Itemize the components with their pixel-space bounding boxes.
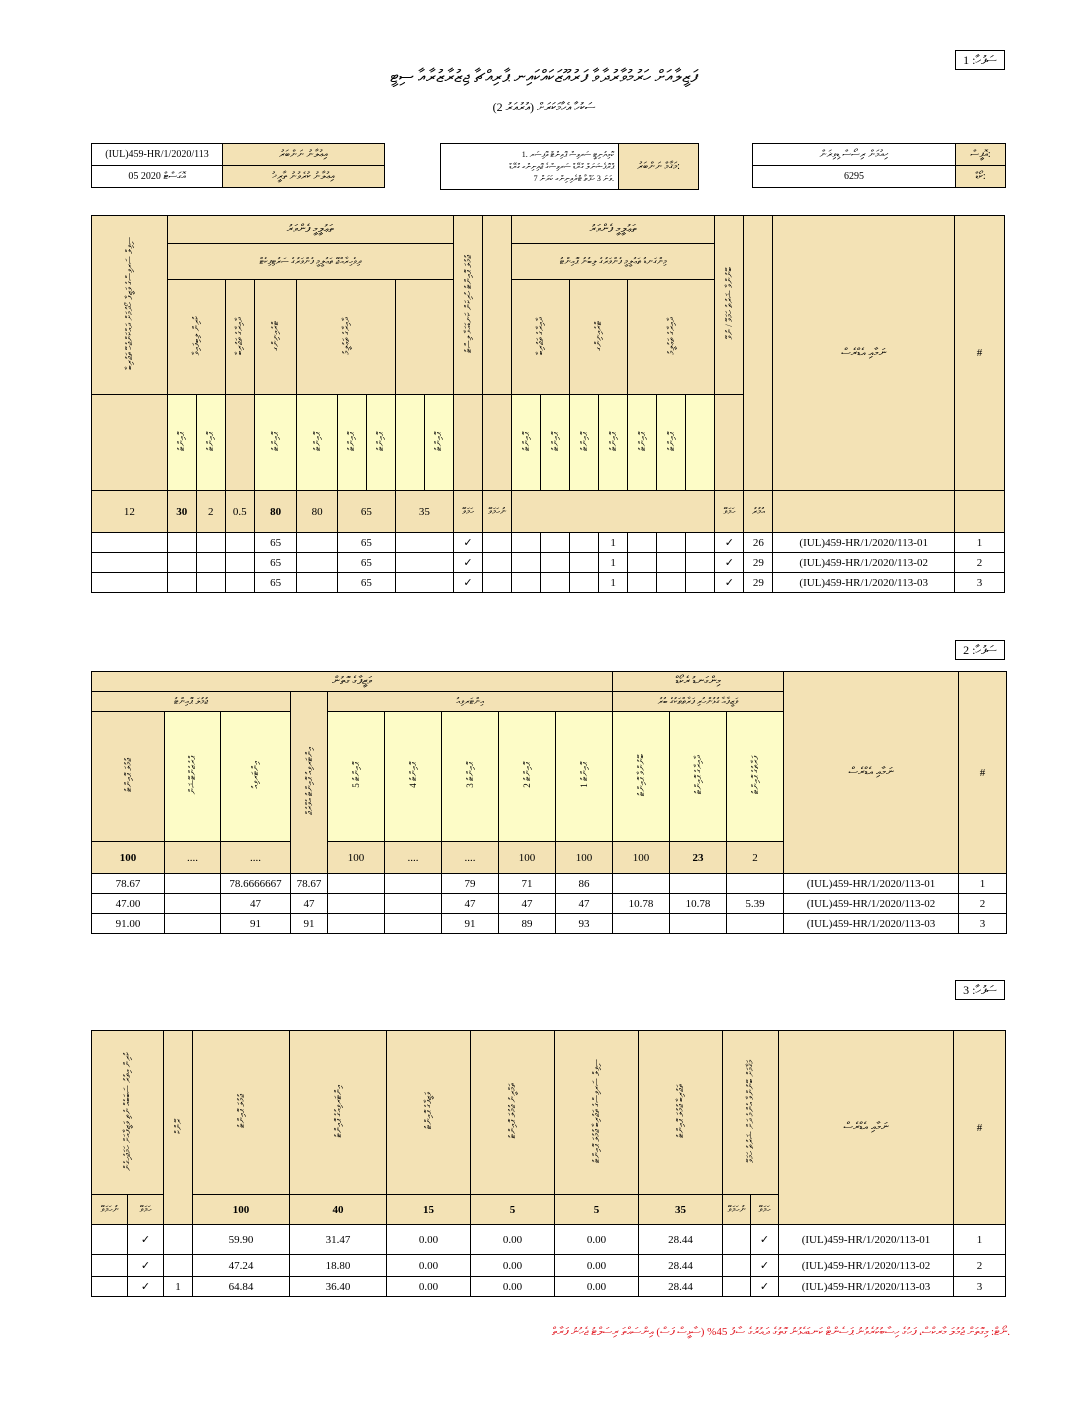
t2-col-right-2: ޖުމުލަ ޕޮއިންޓު: [92, 712, 165, 842]
t3-col-9: ކުރިން އިތުރު ސަބަބެއް ނެތި ވަޒީފާއަށް ހަމަޖެހިގެން: [92, 1031, 164, 1195]
t1-field-2: ދާއިރާގެ ތަޖުރިބާ: [225, 280, 254, 395]
t2-group-right: މިންގަނޑު ރެކޯޑް: [613, 672, 784, 692]
t1-group-a-sub: ދިވެހިރާއްޖޭ ތަޢުލީމީ ފެންވަރުގެ ސަރުޓިފިކެޓް: [167, 244, 453, 280]
ref-number: (IUL)459-HR/1/2020/113: [92, 144, 223, 166]
t1-field-4: ދާއިރާގެ ތަޢުލީމު: [297, 280, 396, 395]
t1-max-1: 30: [167, 491, 196, 533]
t1-col-exp: ސިވިލް ސަރވިސްގެ ވަޒީފާ ހޯދުމަށް ދައްކަންޖެހޭ ތަޖުރިބާ: [92, 216, 168, 395]
t3-max-0: 35: [639, 1195, 723, 1225]
table-row: ✓ 1 64.84 36.40 0.00 0.00 0.00 28.44 ✓ (IUL)459-HR/1/2020/113-03 3: [92, 1277, 1006, 1297]
t2-max-8: 100: [328, 842, 385, 874]
table-2: [91, 671, 1007, 934]
code-value: 6295: [753, 166, 956, 188]
t3-name-head: ނަމާއި އެޑްރެސް: [779, 1031, 954, 1225]
t3-no-b: ނުހަމަވޭ: [92, 1195, 128, 1225]
t1-sub-6: ޕޮއިންޓު: [337, 395, 366, 491]
t1-sub-19: [715, 395, 744, 491]
office-label: އޮފީސް:: [956, 144, 1006, 166]
t3-max-1: 5: [555, 1195, 639, 1225]
t2-group-left-sub: ވަޒީފާއާ ގުޅުންހުރި ފަރާތްތަކުގެ ބުރު: [613, 692, 784, 712]
t3-no-a: ނުހަމަވޭ: [723, 1195, 751, 1225]
t2-col-mid-3: ޕޮއިންޓު 4: [385, 712, 442, 842]
table-row: 65 65 ✓ 1 ✓ 29 (IUL)459-HR/1/2020/113-03 3: [92, 573, 1005, 593]
t3-col-2: ތަޖުރިބާ ޖުމުލަ ޕޮއިންޓު: [639, 1031, 723, 1195]
t2-col-mid-2: ޕޮއިންޓު 3: [442, 712, 499, 842]
t1-max-4: 80: [254, 491, 297, 533]
post-label: މަޤާމް ނަންބަރު:: [619, 144, 699, 190]
table-row: 47.00 47 47 47 47 47 10.78 10.78 5.39 (IUL)459-HR/1/2020/113-02 2: [92, 894, 1007, 914]
table-3: [91, 1030, 1006, 1297]
t3-max-5: 100: [193, 1195, 290, 1225]
t1-no-a: ނުހަމަވޭ: [483, 491, 512, 533]
t3-col-1: މަޤާމަށް ބޭނުންވާ އެންމެ ދަށް ޝަރުތު ހަމަވޭ: [723, 1031, 779, 1195]
ref-date: 05 އޮގަސްޓް 2020: [92, 166, 223, 188]
t1-field-5: [395, 280, 453, 395]
t3-max-2: 5: [471, 1195, 555, 1225]
t2-sub-b: ޖުމުލަ ޕޮއިންޓު: [92, 692, 291, 712]
t1-sub-7: ޕޮއިންޓު: [366, 395, 395, 491]
code-label: ކޯޑް:: [956, 166, 1006, 188]
t3-col-5: ވަޒީފާގެ ޕޮއިންޓު: [387, 1031, 471, 1195]
t1-sub-3: [225, 395, 254, 491]
t1-col-eligible: ބޭނުންވާ ޝަރުތު ހަމަވޭ / ނުވޭ: [715, 216, 744, 395]
t1-sub-2: ޕޮއިންޓު: [196, 395, 225, 491]
ref-label: އިޢުލާނު ނަންބަރު: [223, 144, 385, 166]
t1-field-7: ޓްރެއިނިންގ: [570, 280, 628, 395]
t1-sub-5: ޕޮއިންޓު: [297, 395, 337, 491]
t1-sub-1: ޕޮއިންޓު: [167, 395, 196, 491]
t1-sub-12: ޕޮއިންޓު: [512, 395, 541, 491]
t1-age-label: އުމުރު: [744, 491, 773, 533]
t3-num-head: #: [954, 1031, 1006, 1225]
t1-col-total: ޖުމުލަ ޕޮއިންޓު ހުރިކަން ކަނޑައަޅާ ލިސްޓު: [454, 216, 483, 395]
t2-max-9: ....: [221, 842, 291, 874]
t3-col-6: އިންޓަރވިއުގެ ޕޮއިންޓު: [290, 1031, 387, 1195]
t1-yes-b: ހަމަވޭ: [715, 491, 744, 533]
t2-max-10: ....: [165, 842, 221, 874]
t1-sub-11: [483, 395, 512, 491]
t2-name-head: ނަމާއި އެޑްރެސް: [784, 672, 959, 874]
t1-max-5: 80: [297, 491, 337, 533]
page-label-1: ސަފުހާ: 1: [955, 50, 1005, 70]
t1-col-total-2: [483, 216, 512, 395]
t2-col-left-0: ފަރާތުގެ ޕޮއިންޓު: [727, 712, 784, 842]
t2-num-head: #: [959, 672, 1007, 874]
t2-sub-a: އިންޓަރވިއު: [328, 692, 613, 712]
table-row: 78.67 78.6666667 78.67 79 71 86 (IUL)459-HR/1/2020/113-01 1: [92, 874, 1007, 894]
info-box-office: [752, 143, 1006, 188]
t1-sub-13: ޕޮއިންޓު: [541, 395, 570, 491]
t1-field-8: ދާއިރާގެ ތަޢުލީމު: [628, 280, 715, 395]
post-description: 1. ކޮމިޔުނިޓީ ސަރވިސް ޕޮއިންޓް އޮފިސަރ ޕްރޮފެޝަނަލް ގްރޭޑް ސަރވިސްގެ ޖޮއިނިންގ ގްރޭޑް 7 ވަނަ 3 ހަފްތާ ޓްރެއިނިންގ ކަރަން.: [441, 144, 619, 190]
t1-sub-8: [395, 395, 424, 491]
t1-sub-16: ޕޮއިންޓު: [628, 395, 657, 491]
t2-max-11: 100: [92, 842, 165, 874]
table-row: 65 65 ✓ 1 ✓ 29 (IUL)459-HR/1/2020/113-02 2: [92, 553, 1005, 573]
t1-max-6: 65: [337, 491, 395, 533]
t3-col-7: ޖުމުލަ ޕޮއިންޓު: [193, 1031, 290, 1195]
page-label-2: ސަފުހާ: 2: [955, 640, 1005, 660]
t2-max-6: ....: [442, 842, 499, 874]
t2-max-5: 100: [499, 842, 556, 874]
date-label: އިޢުލާނު ކުރެވުނު ތާރީޚު: [223, 166, 385, 188]
t2-col-mid-0: ޕޮއިންޓު 1: [556, 712, 613, 842]
footer-note: ނޯޓް: މިގޮތަށް ޖުމުލަ މާރކްސް، ފަހުގެ ހިސާބުކުރެވުނު ޕަސެންޓް ކަނޑައެޅުނު ގޮތުގެ ދައުރުގެ ސާފު 45% (ސާޅީސް ފަސް) އިންސައްތަ ރިސަލްޓު ޖެހުނު ފަރާތް.: [551, 1326, 1010, 1338]
info-box-post: [440, 143, 699, 190]
info-box-ref: [91, 143, 385, 188]
t2-max-4: 100: [556, 842, 613, 874]
table-row: 91.00 91 91 91 89 93 (IUL)459-HR/1/2020/113-03 3: [92, 914, 1007, 934]
t3-max-3: 15: [387, 1195, 471, 1225]
t2-col-mid-1: ޕޮއިންޓު 2: [499, 712, 556, 842]
t1-max-name: [773, 491, 955, 533]
t2-max-1: 2: [727, 842, 784, 874]
t2-col-left-1: ދާއިރާގެ ޕޮއިންޓު: [670, 712, 727, 842]
t1-sub-14: ޕޮއިންޓު: [570, 395, 599, 491]
table-1: [91, 215, 1005, 593]
t1-sub-4: ޕޮއިންޓު: [254, 395, 297, 491]
table-row: 65 65 ✓ 1 ✓ 26 (IUL)459-HR/1/2020/113-01 1: [92, 533, 1005, 553]
t1-group-b-sub: މިންގަނޑު ތަޢުލީމީ ފެންވަރުގެ ލިބުނު ޕޮއިންޓު: [512, 244, 715, 280]
t1-max-2: 2: [196, 491, 225, 533]
t2-col-left-2: ބޭނުންވާ ޕޮއިންޓު: [613, 712, 670, 842]
office-value: ހިއުމަން ރިސޯސް ޑިވިޜަން: [753, 144, 956, 166]
table-row: ✓ 47.24 18.80 0.00 0.00 0.00 28.44 ✓ (IUL)459-HR/1/2020/113-02 2: [92, 1255, 1006, 1277]
t2-col-avg: އިންޓަރވިއު ޕޮއިންޓު އެވްރެޖް: [291, 692, 328, 874]
t1-group-a: ތަޢުލީމީ ފެންވަރު: [167, 216, 453, 244]
t2-col-mid-4: ޕޮއިންޓު 5: [328, 712, 385, 842]
t1-num-head: #: [954, 216, 1004, 491]
t1-name-head: ނަމާއި އެޑްރެސް: [773, 216, 955, 491]
page-title: ފަޒީލާއަށް ހަރުމުވާރުދާވާ ފަރުއޫޒަކައްކައިނ ޕާރިއްޗާ ޖިޒުރާޒުރާއާ ސިޓީ: [390, 67, 698, 86]
page-label-3: ސަފުހާ: 3: [955, 980, 1005, 1000]
t3-yes-a: ހަމަވޭ: [751, 1195, 779, 1225]
t3-max-4: 40: [290, 1195, 387, 1225]
table-row: ✓ 59.90 31.47 0.00 0.00 0.00 28.44 ✓ (IUL)459-HR/1/2020/113-01 1: [92, 1225, 1006, 1255]
t1-max-7: 35: [395, 491, 453, 533]
t1-field-6: ދާއިރާގެ ތަޖުރިބާ: [512, 280, 570, 395]
t1-sub-9: ޕޮއިންޓު: [424, 395, 453, 491]
t2-max-2: 23: [670, 842, 727, 874]
t1-max-blank: [512, 491, 715, 533]
t3-col-3: ސިވިލް ސަރވިސްގެ ތަޖުރިބާ ޖުމުލަ ޕޮއިންޓު: [555, 1031, 639, 1195]
t1-sub-15: ޕޮއިންޓު: [599, 395, 628, 491]
t1-max-num: [954, 491, 1004, 533]
t1-sub-10: [454, 395, 483, 491]
t2-col-right-1: ޕްރެޒެންޓޭޝަން: [165, 712, 221, 842]
t1-sub-18: [686, 395, 715, 491]
t2-max-7: ....: [385, 842, 442, 874]
page-subtitle: ސަކުހާ އެހާމަކަރަށް (އުރުއަރު 2): [492, 100, 596, 114]
t1-max-3: 0.5: [225, 491, 254, 533]
t2-max-3: 100: [613, 842, 670, 874]
t1-col-age-head: [744, 216, 773, 491]
t3-col-4: ތަމްރީނު ޖުމުލަ ޕޮއިންޓު: [471, 1031, 555, 1195]
t1-sub-17: ޕޮއިންޓު: [657, 395, 686, 491]
t1-yes-a: ހަމަވޭ: [454, 491, 483, 533]
t2-col-right-0: އިންޓަރވިއު: [221, 712, 291, 842]
t2-group-left: ވަޒީފާގެ ގޮތުން: [92, 672, 613, 692]
t3-yes-b: ހަމަވޭ: [128, 1195, 164, 1225]
t1-field-1: ކުރިން ލިބިފައިވާ: [167, 280, 225, 395]
t1-sub-0: [92, 395, 168, 491]
t1-group-b: ތަޢުލީމީ ފެންވަރު: [512, 216, 715, 244]
t3-col-rank: ރޭންކް: [164, 1031, 193, 1225]
t1-field-3: ޓްރެއިނިންގ: [254, 280, 297, 395]
t1-max-0: 12: [92, 491, 168, 533]
